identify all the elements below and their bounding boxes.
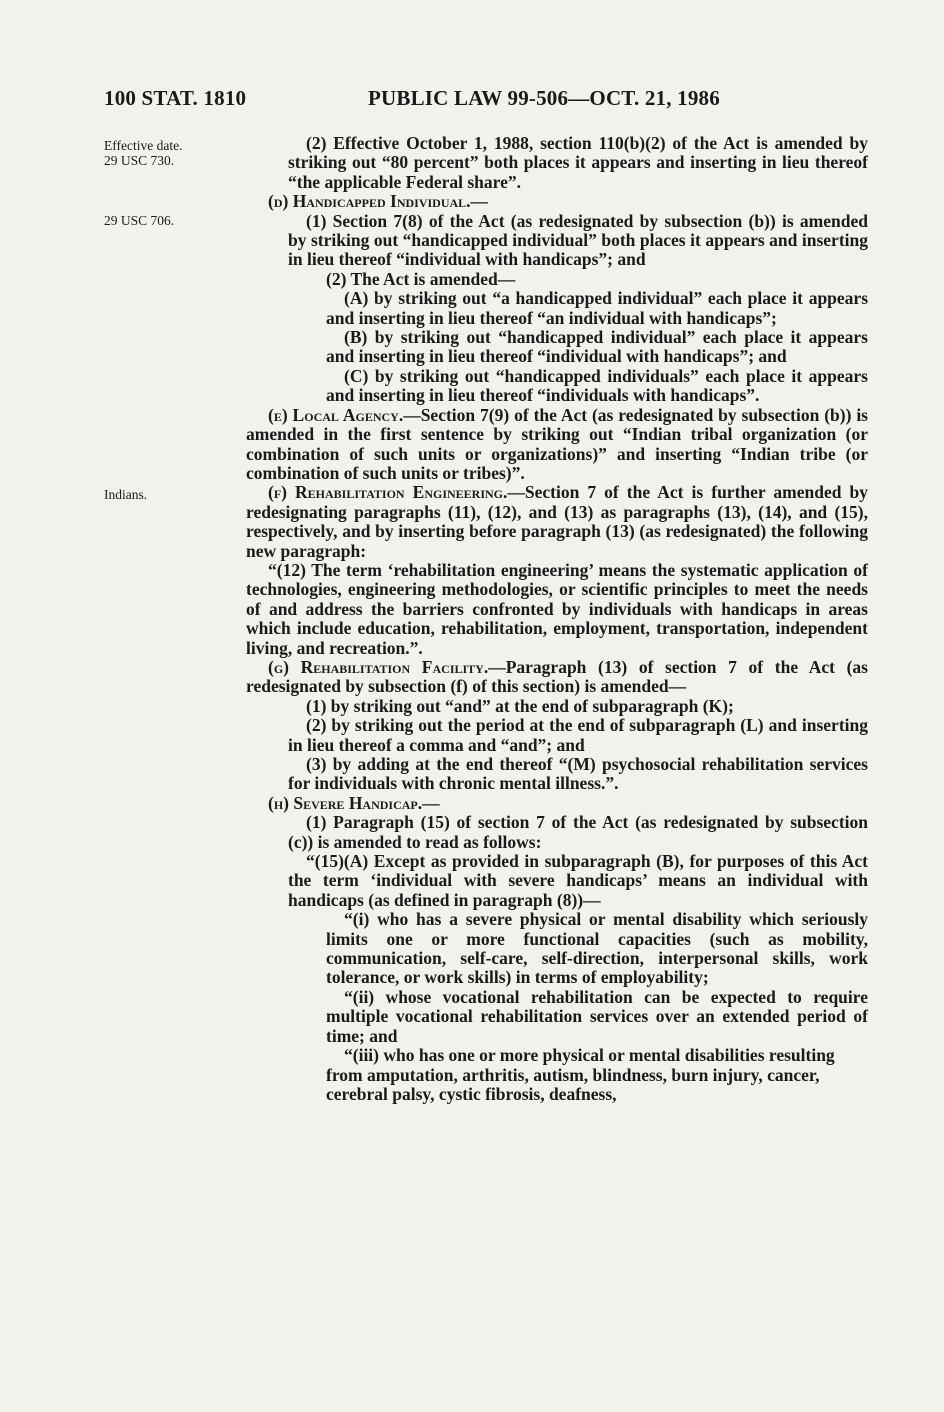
text-rehabilitation-engineering: —Section 7 of the Act is further amended by redesignating paragraphs (11), (12), and (13) as paragraphs (13), (14), and (15), respectively, and by inserting before paragraph (13) (as redesignated) the following new paragraph:	[246, 482, 868, 561]
paragraph-g3: (3) by adding at the end thereof “(M) psychosocial rehabilitation services for individuals with chronic mental illness.”.	[288, 754, 868, 794]
paragraph-d2c: (C) by striking out “handicapped individuals” each place it appears and inserting in lieu thereof “individuals with handicaps”.	[326, 365, 868, 406]
margin-note-indians: Indians.	[104, 487, 148, 502]
paragraph-hiii: “(iii) who has one or more physical or mental disabilities resulting from amputation, arthritis, autism, blindness, burn injury, cancer, cerebral palsy, cystic fibrosis, deafness,	[326, 1045, 835, 1104]
body-text	[246, 134, 868, 1104]
margin-note-usc-706: 29 USC 706.	[104, 213, 175, 228]
paragraph-hii: “(ii) whose vocational rehabilitation can be expected to require multiple vocational rehabilitation services over an extended period of time; and	[326, 986, 868, 1046]
margin-note-effective-date: Effective date.	[104, 138, 183, 153]
heading-handicapped-individual: (d) Handicapped Individual.—	[268, 191, 489, 212]
paragraph-h15a: “(15)(A) Except as provided in subparagraph (B), for purposes of this Act the term ‘individual with severe handicaps’ means an individual with handicaps (as defined in paragraph (8))—	[288, 851, 868, 910]
paragraph-effective-date: (2) Effective October 1, 1988, section 110(b)(2) of the Act is amended by striking out “80 percent” both places it appears and inserting in lieu thereof “the applicable Federal share”.	[288, 133, 868, 192]
paragraph-d1: (1) Section 7(8) of the Act (as redesignated by subsection (b)) is amended by striking out “handicapped individual” both places it appears and inserting in lieu thereof “individual with handicaps”; and	[288, 210, 868, 270]
text-rehabilitation-facility: —Paragraph (13) of section 7 of the Act (as redesignated by subsection (f) of this section) is amended—	[246, 656, 868, 697]
section-rehabilitation-facility	[246, 658, 868, 697]
heading-severe-handicap: (h) Severe Handicap.—	[268, 792, 440, 813]
paragraph-d2: (2) The Act is amended—	[326, 268, 516, 289]
heading-rehabilitation-facility: (g) Rehabilitation Facility.	[268, 656, 489, 677]
paragraph-d2a: (A) by striking out “a handicapped individual” each place it appears and inserting in lieu thereof “an individual with handicaps”;	[326, 288, 868, 328]
paragraph-g1: (1) by striking out “and” at the end of subparagraph (K);	[306, 695, 734, 716]
running-header: PUBLIC LAW 99-506—OCT. 21, 1986	[368, 86, 720, 110]
margin-note-usc-730: 29 USC 730.	[104, 153, 175, 168]
paragraph-h1: (1) Paragraph (15) of section 7 of the Act (as redesignated by subsection (c)) is amended to read as follows:	[288, 812, 868, 852]
stat-citation: 100 STAT. 1810	[104, 86, 247, 110]
heading-local-agency: (e) Local Agency.	[268, 404, 404, 425]
paragraph-d2b: (B) by striking out “handicapped individual” each place it appears and inserting in lieu thereof “individual with handicaps”; and	[326, 327, 868, 367]
section-local-agency	[246, 406, 868, 484]
heading-rehabilitation-engineering: (f) Rehabilitation Engineering.	[268, 482, 508, 503]
paragraph-hi: “(i) who has a severe physical or mental disability which seriously limits one or more functional capacities (such as mobility, communication, self-care, self-direction, interpersonal skills, work tolerance, or work skills) in terms of employability;	[326, 909, 868, 988]
paragraph-g2: (2) by striking out the period at the end of subparagraph (L) and inserting in lieu thereof a comma and “and”; and	[288, 715, 868, 755]
section-rehabilitation-engineering	[246, 483, 868, 561]
quote-rehabilitation-engineering: “(12) The term ‘rehabilitation engineering’ means the systematic application of technologies, engineering methodologies, or scientific principles to meet the needs of and address the barriers confronted by individuals with handicaps in areas which include education, rehabilitation, employment, transportation, independent living, and recreation.”.	[246, 559, 868, 658]
text-local-agency: —Section 7(9) of the Act (as redesignated by subsection (b)) is amended in the first sentence by striking out “Indian tribal organization (or combination of such units or organizations)” and inserting “Indian tribe (or combination of such units or tribes)”.	[246, 404, 868, 483]
